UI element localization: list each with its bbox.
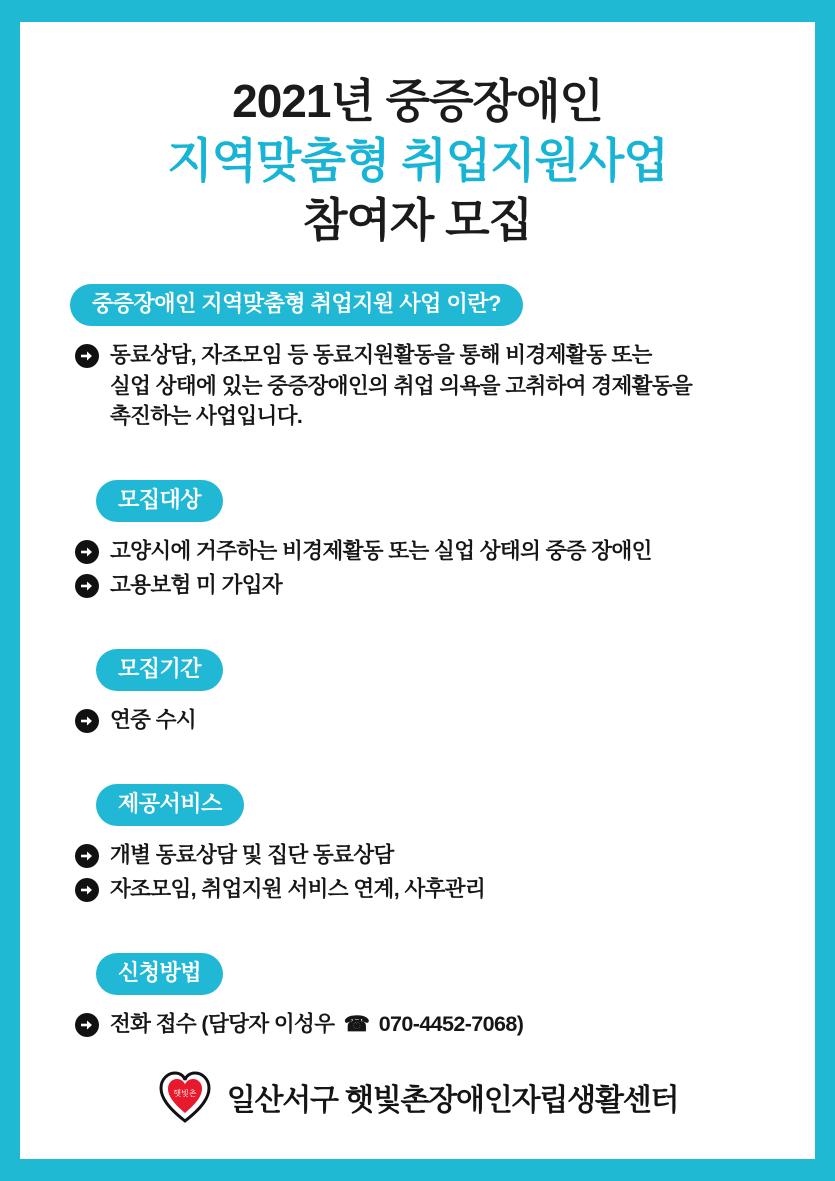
list-item (74, 840, 781, 871)
list-item (74, 705, 781, 736)
title-line-2: 지역맞춤형 취업지원사업 (167, 133, 668, 187)
section-item-2-1: 자조모임, 취업지원 서비스 연계, 사후관리 (110, 877, 486, 902)
section-bullets-2 (74, 840, 781, 905)
section-pill-row-3 (96, 953, 781, 995)
heart-logo-text: 햇빛촌 (173, 1089, 197, 1098)
section-bullets-0 (74, 536, 781, 601)
section-pill-row-2 (96, 784, 781, 826)
list-item (74, 536, 781, 567)
intro-pill-label: 중증장애인 지역맞춤형 취업지원 사업 이란? (70, 284, 523, 326)
spacer (54, 909, 781, 927)
intro-body-line-2: 실업 상태에 있는 중증장애인의 취업 의욕을 고취하여 경제활동을 (110, 373, 693, 398)
arrow-circle-icon (74, 1012, 100, 1038)
telephone-icon: ☎ (343, 1012, 370, 1036)
section-pill-row-1 (96, 649, 781, 691)
arrow-circle-icon (74, 877, 100, 903)
arrow-circle-icon (74, 343, 100, 369)
list-item (74, 1009, 781, 1040)
list-item (74, 340, 781, 432)
spacer (54, 605, 781, 623)
spacer (54, 740, 781, 758)
section-pill-label-0: 모집대상 (96, 480, 223, 522)
organization-name: 일산서구 햇빛촌장애인자립생활센터 (226, 1084, 679, 1117)
spacer (54, 436, 781, 454)
title-line-1: 2021년 중증장애인 (232, 75, 603, 127)
section-item-0-1: 고용보험 미 가입자 (110, 573, 283, 598)
intro-bullets (74, 340, 781, 432)
list-item (74, 570, 781, 601)
intro-body-line-1: 동료상담, 자조모임 등 동료지원활동을 통해 비경제활동 또는 (110, 343, 652, 368)
intro-pill-row (70, 284, 781, 326)
section-item-2-0: 개별 동료상담 및 집단 동료상담 (110, 842, 394, 867)
section-item-0-0: 고양시에 거주하는 비경제활동 또는 실업 상태의 중증 장애인 (110, 538, 652, 563)
arrow-circle-icon (74, 843, 100, 869)
section-bullets-3 (74, 1009, 781, 1040)
arrow-circle-icon (74, 708, 100, 734)
arrow-circle-icon (74, 573, 100, 599)
section-pill-row-0 (96, 480, 781, 522)
section-pill-label-2: 제공서비스 (96, 784, 244, 826)
title-line-3: 참여자 모집 (303, 194, 532, 247)
footer (20, 1069, 815, 1125)
poster-sheet (20, 22, 815, 1159)
section-pill-label-3: 신청방법 (96, 953, 223, 995)
contact-prefix: 전화 접수 (담당자 이성우 (110, 1011, 335, 1036)
section-bullets-1 (74, 705, 781, 736)
section-item-1-0: 연중 수시 (110, 708, 197, 733)
arrow-circle-icon (74, 539, 100, 565)
page-title (54, 72, 781, 250)
list-item (74, 874, 781, 905)
intro-body (110, 340, 692, 432)
heart-logo-icon (157, 1069, 213, 1125)
section-pill-label-1: 모집기간 (96, 649, 223, 691)
intro-body-line-3: 촉진하는 사업입니다. (110, 404, 303, 429)
contact-phone-number: 070-4452-7068) (378, 1011, 524, 1036)
contact-line (110, 1009, 523, 1040)
